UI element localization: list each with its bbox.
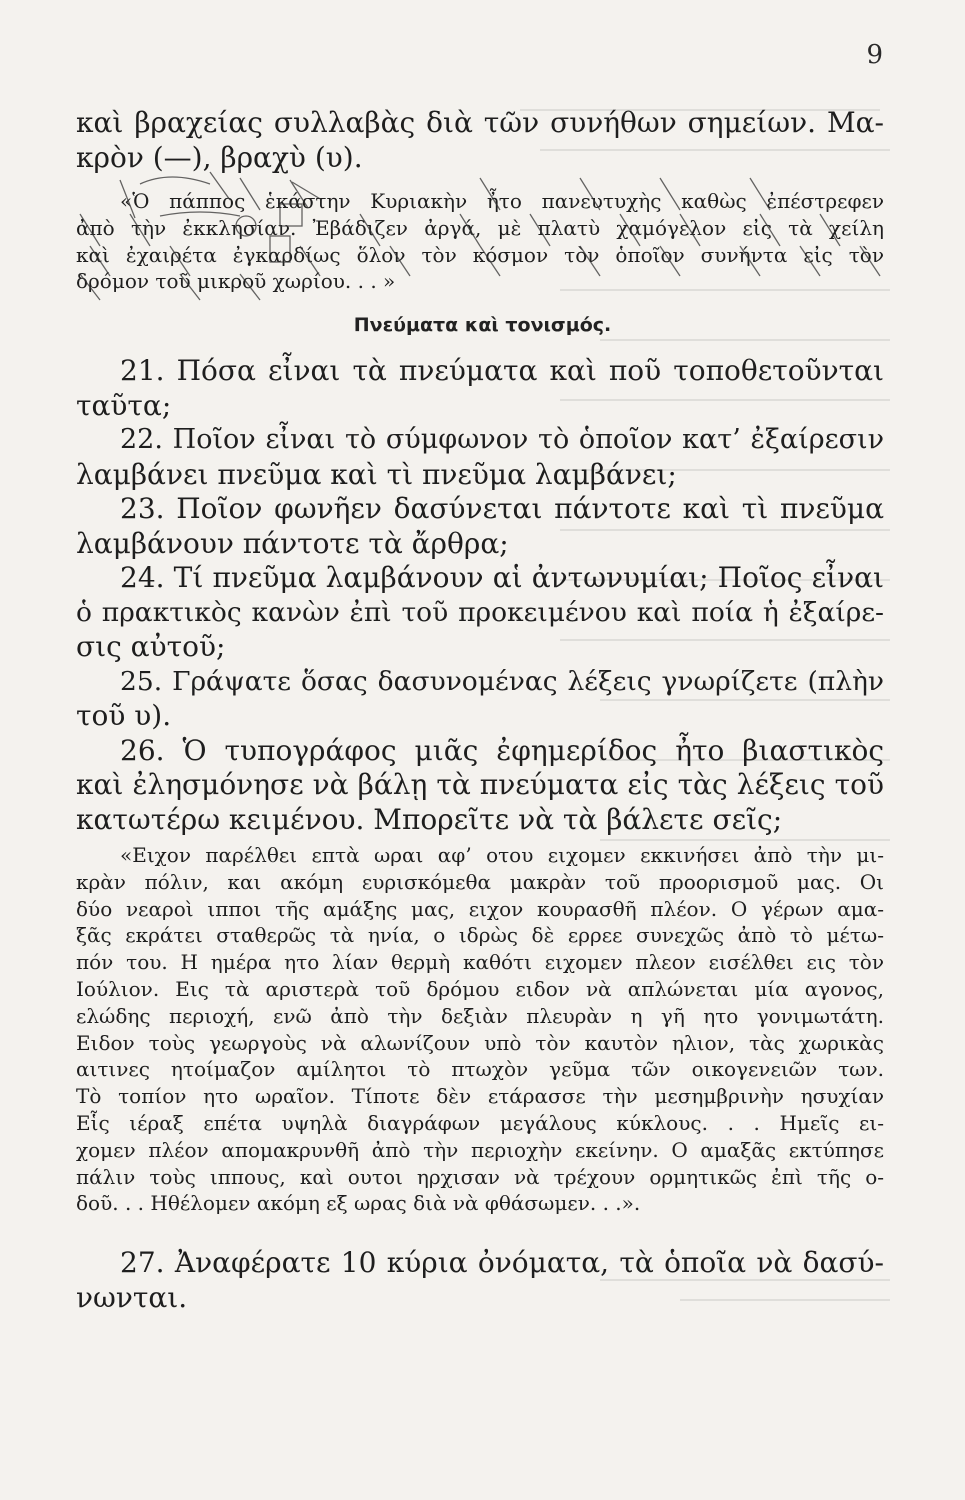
quote-line: καὶ ἐχαιρέτα ἐγκαρδίως ὅλον τὸν κόσμον τὸν ὁποῖον συνήντα εἰς τὸν <box>76 242 884 267</box>
section-heading: Πνεύματα καὶ τονισμός. <box>353 314 612 336</box>
question-23-cont: λαμβάνουν πάντοτε τὰ ἄρθρα; <box>76 526 509 560</box>
question-23: 23. Ποῖον φωνῆεν δασύνεται πάντοτε καὶ τὶ πνεῦμα <box>120 492 884 525</box>
question-27: 27. Ἀναφέρατε 10 κύρια ὀνόματα, τὰ ὁποῖα νὰ δασύ- <box>120 1246 884 1279</box>
question-27-cont: νωνται. <box>76 1280 188 1314</box>
question-25-cont: τοῦ υ). <box>76 699 172 732</box>
quote-line: χομεν πλέον απομακρυνθῆ ἀπὸ τὴν περιοχὴν εκείνην. Ο αμαξᾶς εκτύπησε <box>76 1137 884 1162</box>
quote-line: Τὸ τοπίον ητο ωραῖον. Τίποτε δὲν ετάρασσε τὴν μεσημβρινὴν ησυχίαν <box>76 1084 884 1109</box>
question-26-cont: καὶ ἐλησμόνησε νὰ βάλῃ τὰ πνεύματα εἰς τὰς λέξεις τοῦ <box>76 768 884 801</box>
question-26-cont: κατωτέρω κειμένου. Μπορεῖτε νὰ τὰ βάλετε σεῖς; <box>76 802 783 836</box>
quote-line: «Ὁ πάππος ἑκάστην Κυριακὴν ἦτο πανευτυχὴς καθὼς ἐπέστρεφεν <box>120 189 884 213</box>
quote-line: ελώδης περιοχή, ενῶ ἀπὸ τὴν δεξιὰν πλευρὰν η γῆ ητο γονιμωτάτη. <box>76 1003 884 1028</box>
quote-line: δρόμον τοῦ μικροῦ χωρίου. . . » <box>76 269 396 294</box>
question-24-cont: ὁ πρακτικὸς κανὼν ἐπὶ τοῦ προκειμένου καὶ ποία ἡ ἐξαίρε- <box>76 596 884 628</box>
text-line: καὶ βραχείας συλλαβὰς διὰ τῶν συνήθων σημείων. Μα- <box>76 106 884 139</box>
quote-line: πόν του. Η ημέρα ητο λίαν θερμὴ καθότι ειχομεν πλεον εισέλθει εις τὸν <box>76 950 884 975</box>
quote-line: δοῦ. . . Ηθέλομεν ακόμη εξ ωρας διὰ νὰ φθάσωμεν. . .». <box>76 1191 641 1216</box>
question-24-cont: σις αὐτοῦ; <box>76 630 226 663</box>
text-line: κρὸν (—), βραχὺ (υ). <box>76 140 363 174</box>
quote-line: «Ειχον παρέλθει επτὰ ωραι αφ’ οτου ειχομεν εκκινήσει ἀπὸ τὴν μι- <box>120 843 884 867</box>
question-26: 26. Ὁ τυπογράφος μιᾶς ἐφημερίδος ἦτο βιαστικὸς <box>120 733 884 767</box>
quote-line: ἀπὸ τὴν ἐκκλησίαν. Ἐβάδιζεν ἀργά, μὲ πλατὺ χαμόγελον εἰς τὰ χείλη <box>76 215 884 240</box>
quote-grandfather <box>76 188 884 295</box>
questions-list <box>76 354 884 837</box>
question-21-cont: ταῦτα; <box>76 388 172 422</box>
question-21: 21. Πόσα εἶναι τὰ πνεύματα καὶ ποῦ τοποθετοῦνται <box>120 354 884 387</box>
quote-line: δύο νεαροὶ ιπποι τῆς αμάξης μας, ειχον κουρασθῆ πλέον. Ο γέρων αμα- <box>76 896 884 921</box>
question-22-cont: λαμβάνει πνεῦμα καὶ τὶ πνεῦμα λαμβάνει; <box>76 457 677 491</box>
quote-line: αιτινες ητοίμαζον αμίλητοι τὸ πτωχὸν γεῦμα τῶν οικογενειῶν των. <box>76 1057 884 1082</box>
quote-line: ξᾶς εκράτει σταθερῶς τὰ ηνία, ο ιδρὼς δὲ ερρεε συνεχῶς ἀπὸ τὸ μέτω- <box>76 923 884 948</box>
question-22: 22. Ποῖον εἶναι τὸ σύμφωνον τὸ ὁποῖον κατ’ ἐξαίρεσιν <box>120 424 884 455</box>
quote-line: Εἷς ιέραξ επέτα υψηλὰ διαγράφων μεγάλους κύκλους. . . Ημεῖς ει- <box>76 1110 884 1135</box>
quote-line: κρὰν πόλιν, και ακόμη ευρισκόμεθα μακρὰν τοῦ προορισμοῦ μας. Οι <box>76 869 884 894</box>
intro-paragraph <box>76 106 884 175</box>
quote-line: Ειδον τοὺς γεωργοὺς νὰ αλωνίζουν υπὸ τὸν καυτὸν ηλιον, τὰς χωρικὰς <box>76 1030 884 1055</box>
quote-line: πάλιν τοὺς ιππους, καὶ ουτοι ηρχισαν νὰ τρέχουν ορμητικῶς ἐπὶ τῆς ο- <box>76 1164 884 1189</box>
question-27-block <box>76 1246 884 1315</box>
question-24: 24. Τί πνεῦμα λαμβάνουν αἱ ἀντωνυμίαι; Ποῖος εἶναι <box>120 561 884 594</box>
page-number: 9 <box>866 40 883 70</box>
quote-carriage <box>76 842 884 1217</box>
question-25: 25. Γράψατε ὅσας δασυνομένας λέξεις γνωρίζετε (πλὴν <box>120 665 884 697</box>
quote-line: Ιούλιον. Εις τὰ αριστερὰ τοῦ δρόμου ειδον νὰ απλώνεται μία αγονος, <box>76 976 884 1001</box>
